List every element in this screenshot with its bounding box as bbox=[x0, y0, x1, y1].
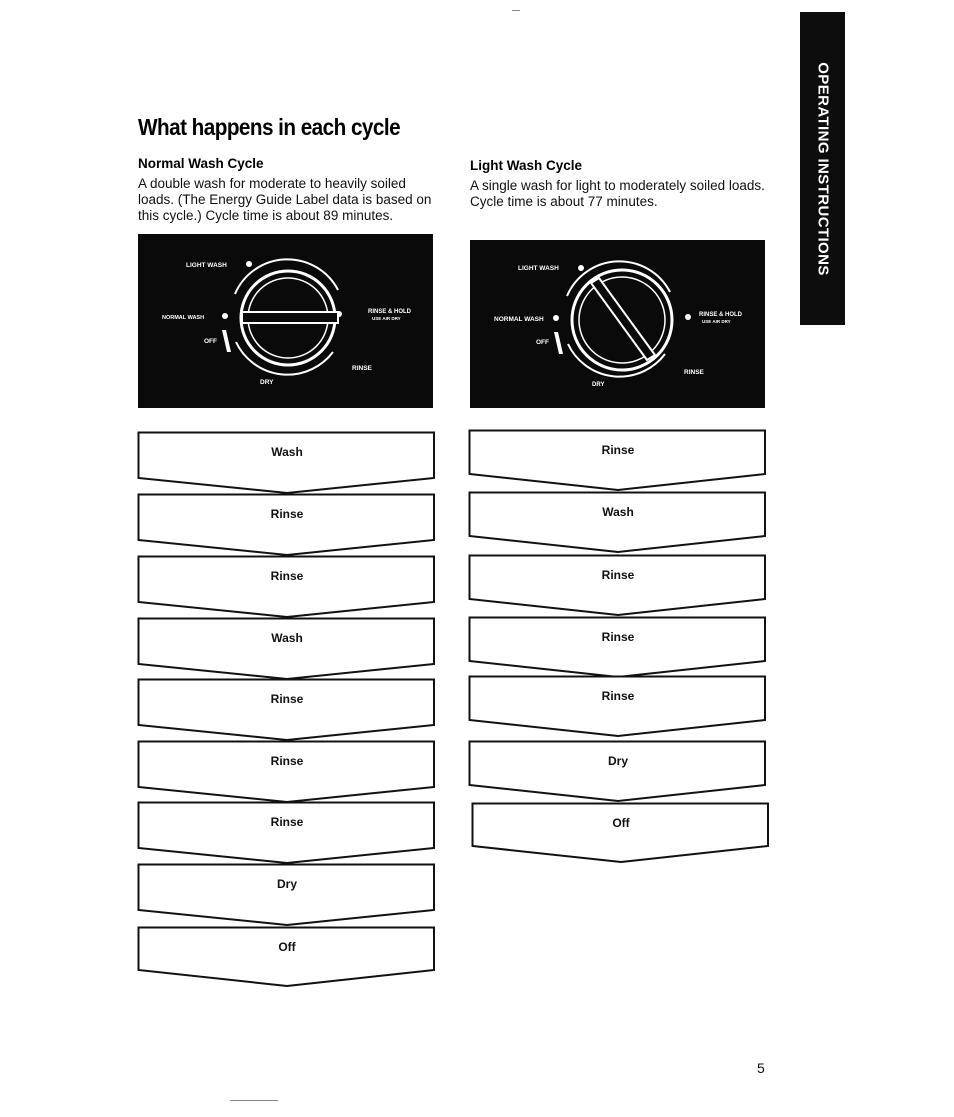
off-pointer-icon bbox=[554, 332, 563, 354]
step-label: Wash bbox=[271, 631, 303, 645]
scan-speck bbox=[512, 10, 520, 11]
section-side-tab bbox=[800, 12, 845, 325]
normal-cycle-dial-panel bbox=[138, 234, 433, 408]
normal-description-line: loads. (The Energy Guide Label data is based on bbox=[138, 192, 432, 207]
step-label: Rinse bbox=[601, 630, 635, 644]
dial-light-wash-label: LIGHT WASH bbox=[186, 262, 227, 269]
normal-cycle-step bbox=[137, 678, 437, 742]
normal-cycle-step bbox=[137, 926, 437, 990]
light-cycle-description bbox=[470, 178, 765, 210]
dial-light-wash-label: LIGHT WASH bbox=[518, 265, 559, 272]
step-label: Rinse bbox=[601, 689, 635, 703]
normal-cycle-step bbox=[137, 431, 437, 495]
normal-cycle-step bbox=[137, 740, 437, 804]
step-box-outline bbox=[468, 491, 768, 555]
step-box-outline bbox=[468, 616, 768, 680]
dial-rinse-label: RINSE bbox=[684, 369, 704, 376]
page-number: 5 bbox=[757, 1060, 765, 1076]
step-box-outline bbox=[468, 675, 768, 739]
rinse-hold-dot bbox=[685, 314, 691, 320]
scan-speck bbox=[230, 1100, 278, 1101]
light-cycle-step bbox=[471, 802, 771, 866]
step-box-outline bbox=[137, 431, 437, 495]
dial-illustration bbox=[470, 240, 765, 408]
light-cycle-step bbox=[468, 675, 768, 739]
step-label: Rinse bbox=[270, 754, 304, 768]
normal-cycle-step bbox=[137, 863, 437, 927]
dial-illustration bbox=[138, 234, 433, 408]
step-label: Dry bbox=[607, 754, 628, 768]
step-label: Rinse bbox=[270, 569, 304, 583]
normal-description-line: this cycle.) Cycle time is about 89 minutes. bbox=[138, 208, 394, 223]
step-label: Rinse bbox=[270, 692, 304, 706]
dial-dry-label: DRY bbox=[260, 379, 274, 386]
normal-wash-dot bbox=[222, 313, 228, 319]
light-wash-dot bbox=[578, 265, 584, 271]
step-box-outline bbox=[137, 555, 437, 619]
step-label: Dry bbox=[276, 877, 297, 891]
dial-rinse-hold-label: RINSE & HOLD bbox=[699, 312, 743, 318]
light-wash-dot bbox=[246, 261, 252, 267]
light-cycle-step bbox=[468, 616, 768, 680]
step-label: Off bbox=[612, 816, 630, 830]
normal-cycle-step bbox=[137, 493, 437, 557]
dial-rinse-label: RINSE bbox=[352, 365, 372, 372]
normal-description-line: A double wash for moderate to heavily soiled bbox=[138, 176, 406, 191]
dial-rinse-hold-label: RINSE & HOLD bbox=[368, 309, 412, 315]
step-label: Rinse bbox=[270, 507, 304, 521]
dial-off-label: OFF bbox=[204, 338, 217, 345]
normal-cycle-step bbox=[137, 617, 437, 681]
light-cycle-step bbox=[468, 740, 768, 804]
normal-cycle-description bbox=[138, 176, 431, 224]
step-box-outline bbox=[468, 554, 768, 618]
normal-wash-dot bbox=[553, 315, 559, 321]
off-pointer-icon bbox=[222, 330, 231, 352]
light-cycle-step bbox=[468, 491, 768, 555]
step-box-outline bbox=[468, 429, 768, 493]
step-label: Off bbox=[278, 940, 296, 954]
page-title: What happens in each cycle bbox=[138, 114, 401, 140]
step-label: Wash bbox=[271, 445, 303, 459]
normal-cycle-step bbox=[137, 555, 437, 619]
step-label: Wash bbox=[602, 505, 634, 519]
normal-cycle-step bbox=[137, 801, 437, 865]
step-box-outline bbox=[468, 740, 768, 804]
dial-indicator-bar bbox=[242, 312, 338, 323]
step-box-outline bbox=[137, 493, 437, 557]
step-label: Rinse bbox=[601, 568, 635, 582]
step-box-outline bbox=[137, 863, 437, 927]
light-cycle-heading: Light Wash Cycle bbox=[470, 158, 583, 173]
dial-air-dry-label: USE AIR DRY bbox=[702, 319, 731, 324]
light-cycle-step bbox=[468, 554, 768, 618]
step-label: Rinse bbox=[270, 815, 304, 829]
step-box-outline bbox=[137, 926, 437, 990]
step-box-outline bbox=[137, 801, 437, 865]
dial-off-label: OFF bbox=[536, 339, 549, 346]
step-box-outline bbox=[137, 617, 437, 681]
side-tab-label: OPERATING INSTRUCTIONS bbox=[814, 61, 831, 276]
step-label: Rinse bbox=[601, 443, 635, 457]
dial-air-dry-label: USE AIR DRY bbox=[372, 316, 401, 321]
light-cycle-dial-panel bbox=[470, 240, 765, 408]
step-box-outline bbox=[137, 678, 437, 742]
dial-normal-wash-label: NORMAL WASH bbox=[494, 316, 544, 323]
light-cycle-step bbox=[468, 429, 768, 493]
light-description-line: Cycle time is about 77 minutes. bbox=[470, 194, 658, 209]
light-description-line: A single wash for light to moderately soiled loads. bbox=[470, 178, 765, 193]
dial-normal-wash-label: NORMAL WASH bbox=[162, 315, 205, 321]
normal-cycle-heading: Normal Wash Cycle bbox=[138, 156, 264, 171]
step-box-outline bbox=[471, 802, 771, 866]
dial-dry-label: DRY bbox=[592, 382, 605, 388]
step-box-outline bbox=[137, 740, 437, 804]
